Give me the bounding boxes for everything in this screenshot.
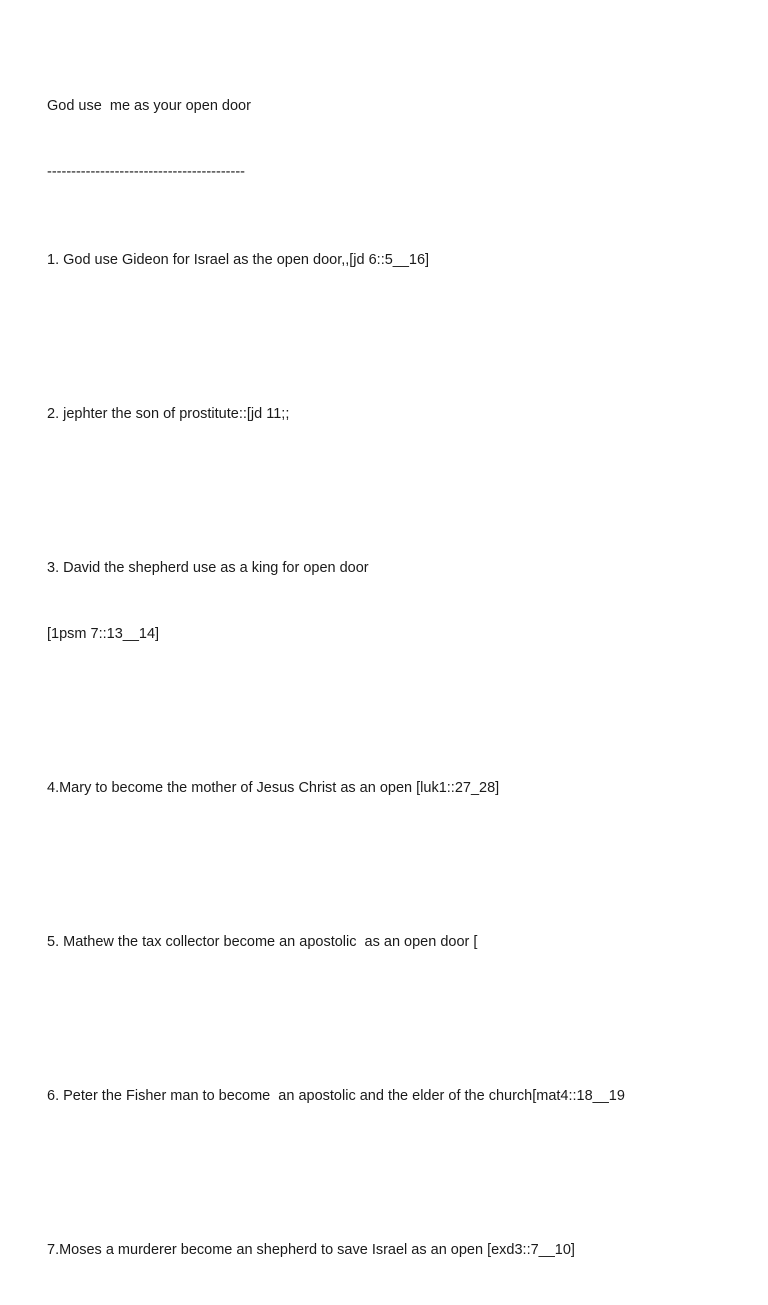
spacer: [47, 469, 747, 491]
list-item-4: 4.Mary to become the mother of Jesus Christ as an open [luk1::27_28]: [47, 780, 500, 796]
list-item-6: 6. Peter the Fisher man to become an apostolic and the elder of the church[mat4::18__19: [47, 1088, 625, 1104]
spacer: [47, 843, 747, 865]
spacer: [47, 315, 747, 337]
list-item-2: 2. jephter the son of prostitute::[jd 11;;: [47, 406, 290, 422]
spacer: [47, 1151, 747, 1173]
spacer: [47, 689, 747, 711]
list-item-5: 5. Mathew the tax collector become an apostolic as an open door [: [47, 934, 478, 950]
separator-line: -----------------------------------------: [47, 164, 245, 180]
list-item-3-reference: [1psm 7::13__14]: [47, 626, 160, 642]
document-body: [47, 51, 747, 1305]
list-item-7: 7.Moses a murderer become an shepherd to save Israel as an open [exd3::7__10]: [47, 1242, 575, 1258]
document-title: God use me as your open door: [47, 98, 251, 114]
list-item-1: 1. God use Gideon for Israel as the open door,,[jd 6::5__16]: [47, 252, 430, 268]
list-item-3: 3. David the shepherd use as a king for open door: [47, 560, 369, 576]
spacer: [47, 997, 747, 1019]
